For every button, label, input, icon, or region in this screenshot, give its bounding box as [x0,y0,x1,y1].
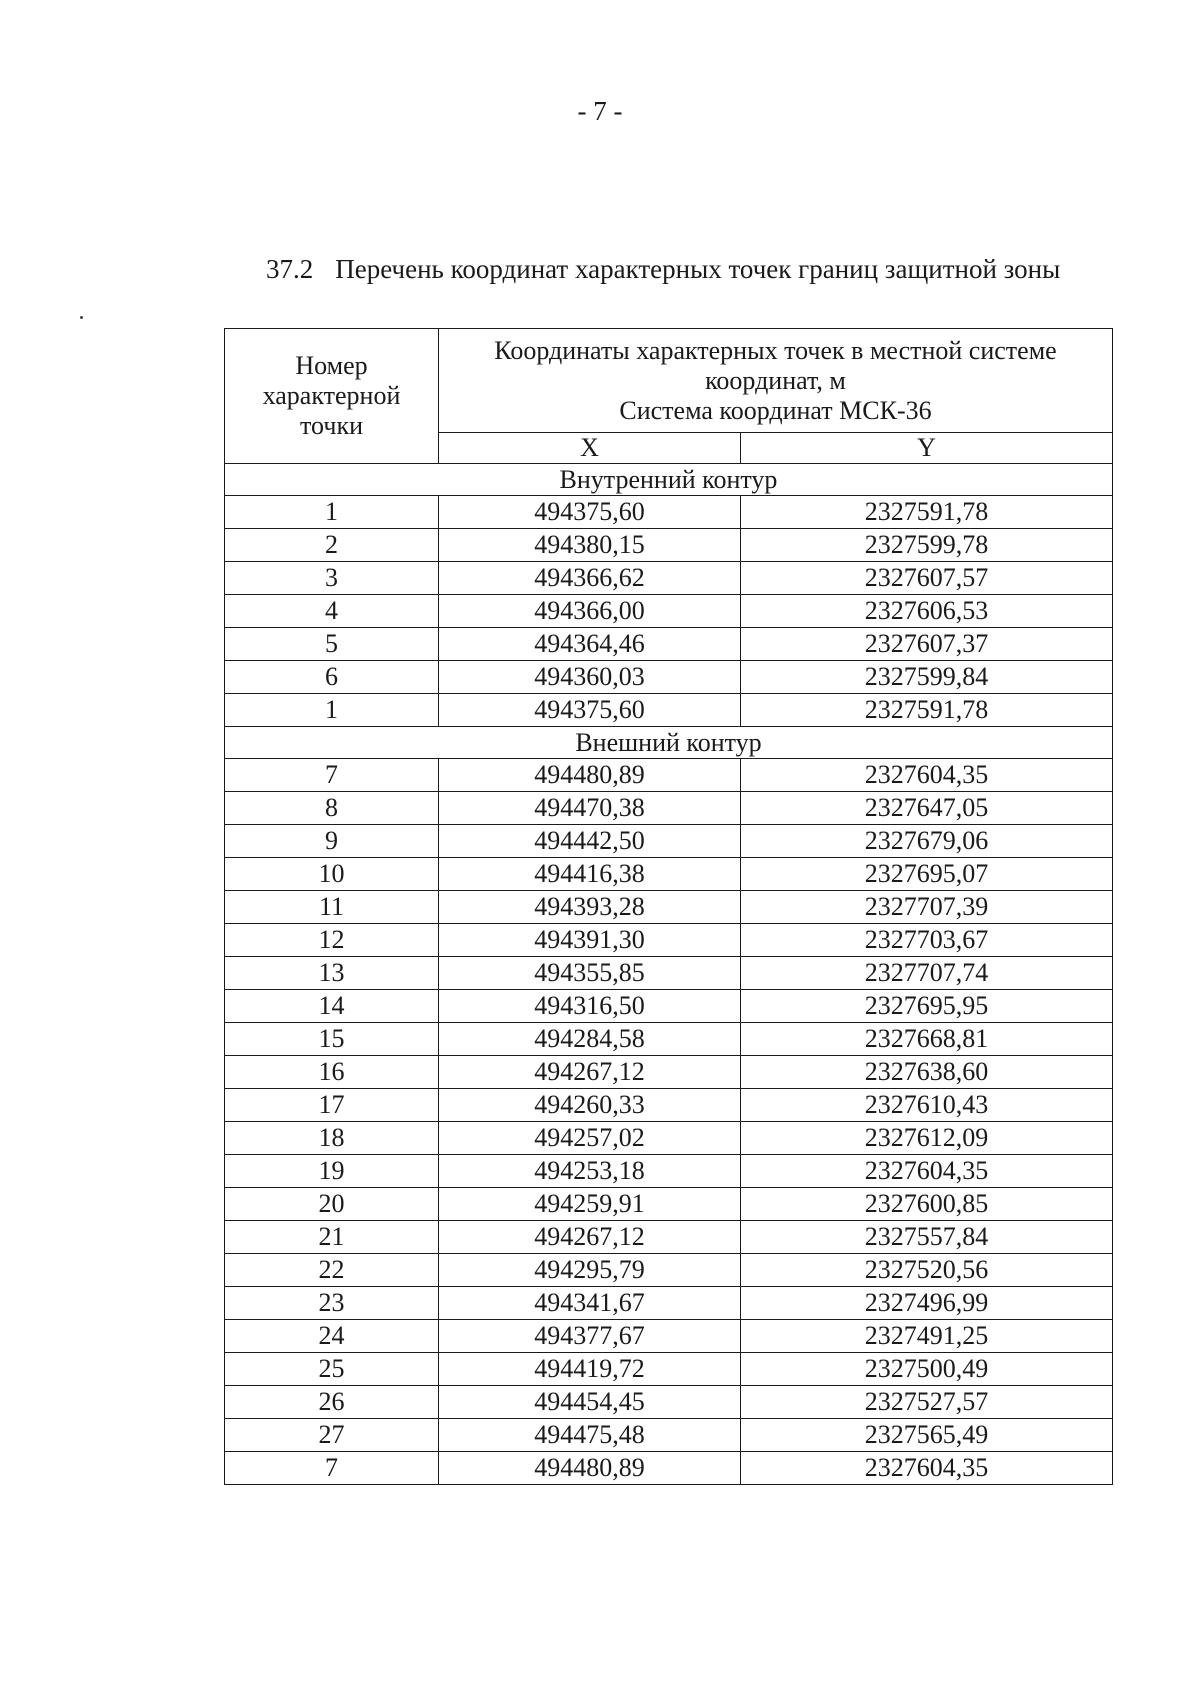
point-number-cell: 7 [225,759,439,792]
x-coordinate-cell: 494267,12 [439,1056,741,1089]
point-number-cell: 17 [225,1089,439,1122]
section-row [225,464,1113,496]
section-label: Внутренний контур [225,464,1113,496]
x-coordinate-cell: 494259,91 [439,1188,741,1221]
table-row [225,628,1113,661]
table-row [225,1254,1113,1287]
x-coordinate-cell: 494393,28 [439,891,741,924]
y-coordinate-cell: 2327707,39 [741,891,1113,924]
point-number-cell: 21 [225,1221,439,1254]
coordinates-header-line: координат, м [705,365,846,395]
point-number-cell: 26 [225,1386,439,1419]
point-number-cell: 4 [225,595,439,628]
table-row [225,1419,1113,1452]
y-coordinate-cell: 2327527,57 [741,1386,1113,1419]
x-coordinate-cell: 494375,60 [439,694,741,727]
table-row [225,1188,1113,1221]
y-coordinate-cell: 2327695,07 [741,858,1113,891]
x-coordinate-cell: 494341,67 [439,1287,741,1320]
table-body [225,464,1113,1485]
x-coordinate-cell: 494267,12 [439,1221,741,1254]
point-number-cell: 19 [225,1155,439,1188]
section-label: Внешний контур [225,727,1113,759]
table-row [225,825,1113,858]
table-header [225,329,1113,464]
point-number-cell: 12 [225,924,439,957]
point-number-cell: 5 [225,628,439,661]
x-coordinate-cell: 494419,72 [439,1353,741,1386]
page-number: - 7 - [577,96,623,126]
point-number-header-line: Номер [295,351,368,380]
table-row [225,1056,1113,1089]
x-coordinate-cell: 494454,45 [439,1386,741,1419]
section-title-text: Перечень координат характерных точек границ защитной зоны [335,254,1061,284]
x-coordinate-cell: 494257,02 [439,1122,741,1155]
x-coordinate-cell: 494355,85 [439,957,741,990]
y-coordinate-cell: 2327557,84 [741,1221,1113,1254]
point-number-header-line: характерной [262,381,401,410]
scan-speck [80,316,83,319]
x-coordinate-cell: 494480,89 [439,1452,741,1485]
x-coordinate-cell: 494380,15 [439,529,741,562]
point-number-cell: 24 [225,1320,439,1353]
table-row [225,759,1113,792]
point-number-cell: 13 [225,957,439,990]
section-row [225,727,1113,759]
point-number-cell: 27 [225,1419,439,1452]
point-number-cell: 10 [225,858,439,891]
table-row [225,496,1113,529]
y-coordinate-cell: 2327610,43 [741,1089,1113,1122]
table-row [225,529,1113,562]
table-row [225,1155,1113,1188]
x-coordinate-cell: 494475,48 [439,1419,741,1452]
x-coordinate-cell: 494360,03 [439,661,741,694]
x-coordinate-cell: 494366,62 [439,562,741,595]
x-coordinate-cell: 494295,79 [439,1254,741,1287]
y-coordinate-cell: 2327606,53 [741,595,1113,628]
y-coordinate-cell: 2327604,35 [741,1155,1113,1188]
point-number-cell: 23 [225,1287,439,1320]
point-number-cell: 1 [225,694,439,727]
point-number-cell: 25 [225,1353,439,1386]
table-row [225,1353,1113,1386]
y-coordinate-cell: 2327591,78 [741,694,1113,727]
table-row [225,990,1113,1023]
coordinates-table [224,328,1113,1485]
y-coordinate-cell: 2327599,84 [741,661,1113,694]
y-coordinate-cell: 2327695,95 [741,990,1113,1023]
x-coordinate-cell: 494470,38 [439,792,741,825]
point-number-cell: 14 [225,990,439,1023]
point-number-cell: 22 [225,1254,439,1287]
x-coordinate-cell: 494442,50 [439,825,741,858]
y-coordinate-cell: 2327520,56 [741,1254,1113,1287]
y-column-header: Y [741,433,1113,464]
x-coordinate-cell: 494377,67 [439,1320,741,1353]
x-column-header: X [439,433,741,464]
x-coordinate-cell: 494375,60 [439,496,741,529]
y-coordinate-cell: 2327591,78 [741,496,1113,529]
point-number-cell: 11 [225,891,439,924]
y-coordinate-cell: 2327612,09 [741,1122,1113,1155]
y-coordinate-cell: 2327491,25 [741,1320,1113,1353]
table-row [225,924,1113,957]
table-row [225,1221,1113,1254]
y-coordinate-cell: 2327500,49 [741,1353,1113,1386]
point-number-cell: 15 [225,1023,439,1056]
point-number-cell: 9 [225,825,439,858]
coordinates-header-line: Система координат МСК-36 [619,395,932,425]
y-coordinate-cell: 2327679,06 [741,825,1113,858]
x-coordinate-cell: 494480,89 [439,759,741,792]
x-coordinate-cell: 494284,58 [439,1023,741,1056]
table-row [225,792,1113,825]
y-coordinate-cell: 2327565,49 [741,1419,1113,1452]
table-row [225,562,1113,595]
table-row [225,1287,1113,1320]
x-coordinate-cell: 494253,18 [439,1155,741,1188]
x-coordinate-cell: 494416,38 [439,858,741,891]
y-coordinate-cell: 2327604,35 [741,759,1113,792]
y-coordinate-cell: 2327599,78 [741,529,1113,562]
x-coordinate-cell: 494366,00 [439,595,741,628]
table-row [225,1452,1113,1485]
point-number-cell: 7 [225,1452,439,1485]
table-row [225,1089,1113,1122]
x-coordinate-cell: 494316,50 [439,990,741,1023]
table-row [225,858,1113,891]
point-number-cell: 1 [225,496,439,529]
x-coordinate-cell: 494260,33 [439,1089,741,1122]
table-row [225,1320,1113,1353]
y-coordinate-cell: 2327647,05 [741,792,1113,825]
table-row [225,957,1113,990]
point-number-cell: 6 [225,661,439,694]
x-coordinate-cell: 494364,46 [439,628,741,661]
y-coordinate-cell: 2327607,37 [741,628,1113,661]
point-number-cell: 20 [225,1188,439,1221]
y-coordinate-cell: 2327600,85 [741,1188,1113,1221]
y-coordinate-cell: 2327668,81 [741,1023,1113,1056]
x-coordinate-cell: 494391,30 [439,924,741,957]
y-coordinate-cell: 2327607,57 [741,562,1113,595]
coordinates-header [439,329,1113,433]
point-number-header [225,329,439,464]
y-coordinate-cell: 2327638,60 [741,1056,1113,1089]
point-number-cell: 2 [225,529,439,562]
section-title [266,254,1060,285]
y-coordinate-cell: 2327707,74 [741,957,1113,990]
table-row [225,661,1113,694]
table-row [225,1386,1113,1419]
table-row [225,1023,1113,1056]
table-row [225,595,1113,628]
table-row [225,891,1113,924]
y-coordinate-cell: 2327496,99 [741,1287,1113,1320]
table-row [225,1122,1113,1155]
section-number: 37.2 [266,254,314,284]
point-number-cell: 18 [225,1122,439,1155]
point-number-cell: 8 [225,792,439,825]
point-number-cell: 3 [225,562,439,595]
point-number-cell: 16 [225,1056,439,1089]
coordinates-header-line: Координаты характерных точек в местной системе [494,335,1057,365]
point-number-header-line: точки [300,411,363,440]
y-coordinate-cell: 2327604,35 [741,1452,1113,1485]
table-row [225,694,1113,727]
y-coordinate-cell: 2327703,67 [741,924,1113,957]
